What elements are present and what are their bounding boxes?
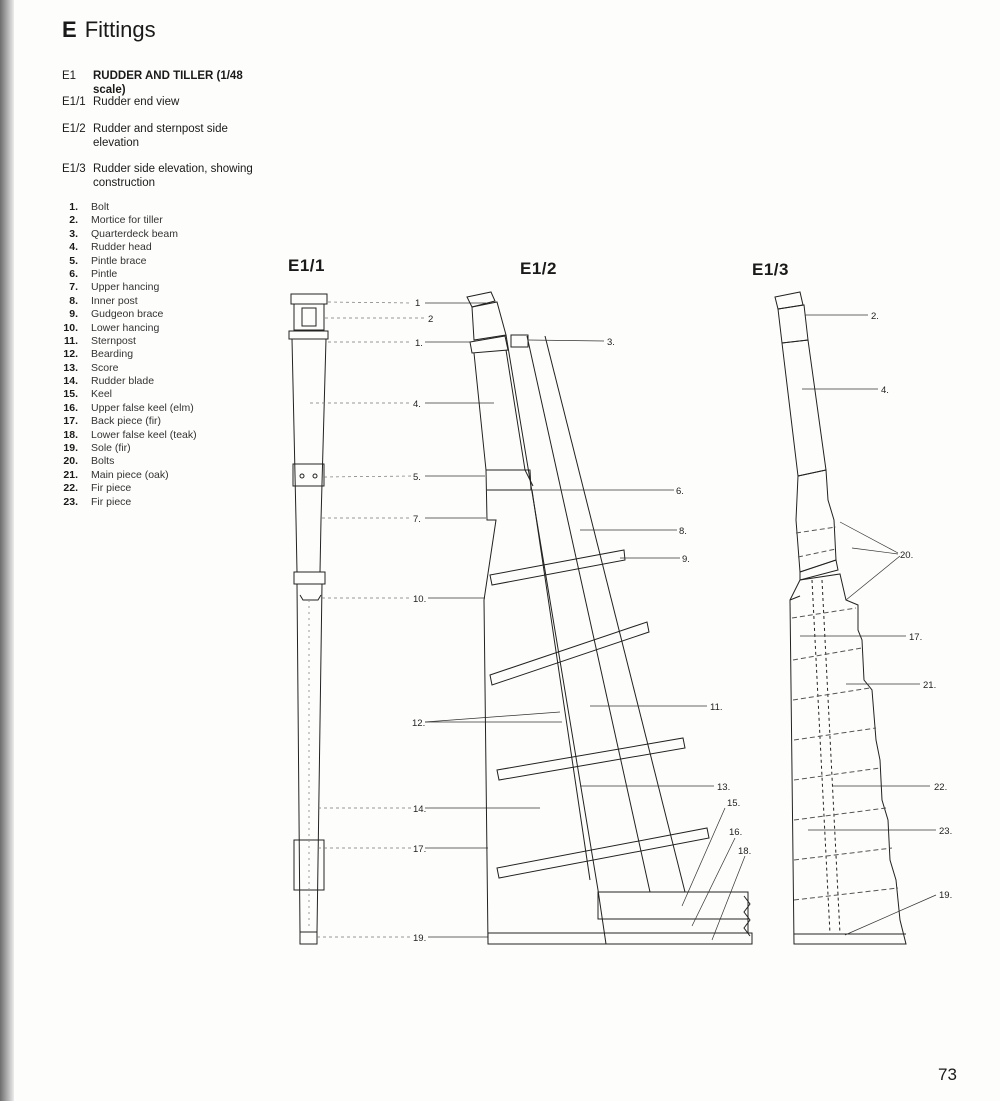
label-16: 16. — [729, 827, 743, 838]
label-5: 5. — [413, 472, 421, 483]
caption-text: Rudder side elevation, showing construction — [93, 163, 253, 189]
label-14: 14. — [413, 804, 427, 815]
legend-number: 12. — [63, 348, 78, 361]
figure-title-e1-1: E1/1 — [288, 256, 325, 275]
label-19: 19. — [413, 933, 427, 944]
label-8: 8. — [679, 526, 687, 537]
legend-number: 7. — [69, 281, 78, 294]
legend-label: Sole (fir) — [91, 442, 131, 455]
label-10: 10. — [413, 594, 427, 605]
legend-number: 19. — [63, 442, 78, 455]
label-9: 9. — [682, 554, 690, 565]
label-4: 4. — [881, 385, 889, 396]
legend-number: 11. — [63, 334, 78, 347]
legend-label: Quarterdeck beam — [91, 227, 178, 240]
label-19: 19. — [939, 890, 953, 901]
label-17: 17. — [413, 844, 427, 855]
legend-number: 2. — [69, 214, 78, 227]
label-22: 22. — [934, 782, 948, 793]
page-number: 73 — [938, 1065, 957, 1084]
label-2: 2 — [428, 314, 434, 325]
e1-1-labels — [412, 298, 433, 944]
legend-label: Bearding — [91, 348, 134, 361]
legend-label: Lower hancing — [91, 321, 160, 334]
legend-number: 21. — [63, 468, 78, 481]
legend-number: 14. — [63, 375, 78, 388]
caption-code: E1/3 — [62, 163, 86, 175]
label-1a: 1 — [415, 298, 421, 309]
legend-number: 4. — [69, 241, 78, 254]
caption-text: Rudder end view — [93, 96, 180, 108]
legend-label: Pintle brace — [91, 254, 147, 267]
legend-number: 5. — [69, 254, 78, 267]
legend-label: Score — [91, 361, 119, 374]
e1-3-leader-lines — [800, 315, 936, 935]
label-7: 7. — [413, 514, 421, 525]
rudder-end-view — [289, 294, 328, 944]
legend-label: Fir piece — [91, 482, 132, 495]
e1-1-leader-lines — [310, 302, 425, 937]
legend-label: Inner post — [91, 294, 138, 307]
legend-label: Rudder head — [91, 241, 152, 254]
section-title: Fittings — [84, 17, 156, 42]
rudder-sternpost-elevation — [467, 292, 752, 944]
section-letter: E — [62, 17, 77, 42]
legend-label: Fir piece — [91, 495, 132, 508]
legend-label: Bolts — [91, 455, 115, 468]
legend-label: Upper hancing — [91, 281, 160, 294]
label-20: 20. — [900, 550, 914, 561]
label-3: 3. — [607, 337, 615, 348]
legend-number: 23. — [63, 495, 78, 508]
e1-3-labels — [871, 311, 952, 901]
legend-number: 3. — [69, 227, 78, 240]
legend-number: 22. — [63, 482, 78, 495]
e1-2-labels — [607, 337, 751, 857]
label-11: 11. — [710, 702, 723, 713]
legend-number: 1. — [69, 201, 78, 213]
legend-label: Rudder blade — [91, 375, 155, 388]
legend-label: Lower false keel (teak) — [91, 428, 197, 441]
legend-number: 9. — [69, 308, 78, 321]
legend-number: 6. — [69, 267, 78, 280]
legend-number: 8. — [69, 294, 78, 307]
legend-number: 17. — [63, 415, 78, 428]
caption-text: RUDDER AND TILLER (1/48 scale) — [93, 70, 243, 96]
legend-label: Upper false keel (elm) — [91, 401, 194, 414]
caption-code: E1/1 — [62, 96, 86, 108]
legend-label: Bolt — [91, 201, 110, 213]
legend-number: 16. — [63, 401, 78, 414]
legend-label: Back piece (fir) — [91, 415, 162, 428]
e1-2-leader-lines — [528, 340, 745, 940]
caption-text: Rudder and sternpost side elevation — [93, 123, 228, 149]
label-21: 21. — [923, 680, 937, 691]
caption-code: E1 — [62, 70, 77, 82]
legend-label: Main piece (oak) — [91, 468, 169, 481]
label-4: 4. — [413, 399, 421, 410]
legend-number: 13. — [63, 361, 78, 374]
legend-label: Sternpost — [91, 334, 136, 347]
legend-label: Keel — [91, 388, 113, 401]
label-12: 12. — [412, 718, 426, 729]
legend-label: Mortice for tiller — [91, 214, 163, 227]
label-18: 18. — [738, 846, 752, 857]
figure-title-e1-2: E1/2 — [520, 259, 557, 278]
caption-code: E1/2 — [62, 123, 86, 135]
figure-title-e1-3: E1/3 — [752, 260, 789, 279]
label-1b: 1. — [415, 338, 423, 349]
legend-number: 10. — [63, 321, 78, 334]
legend-label: Gudgeon brace — [91, 308, 164, 321]
legend-label: Pintle — [91, 267, 118, 280]
label-13: 13. — [717, 782, 731, 793]
legend-number: 20. — [63, 455, 78, 468]
label-2: 2. — [871, 311, 879, 322]
label-15: 15. — [727, 798, 741, 809]
label-17: 17. — [909, 632, 923, 643]
legend-number: 18. — [63, 428, 78, 441]
label-23: 23. — [939, 826, 953, 837]
label-6: 6. — [676, 486, 684, 497]
legend-number: 15. — [63, 388, 78, 401]
